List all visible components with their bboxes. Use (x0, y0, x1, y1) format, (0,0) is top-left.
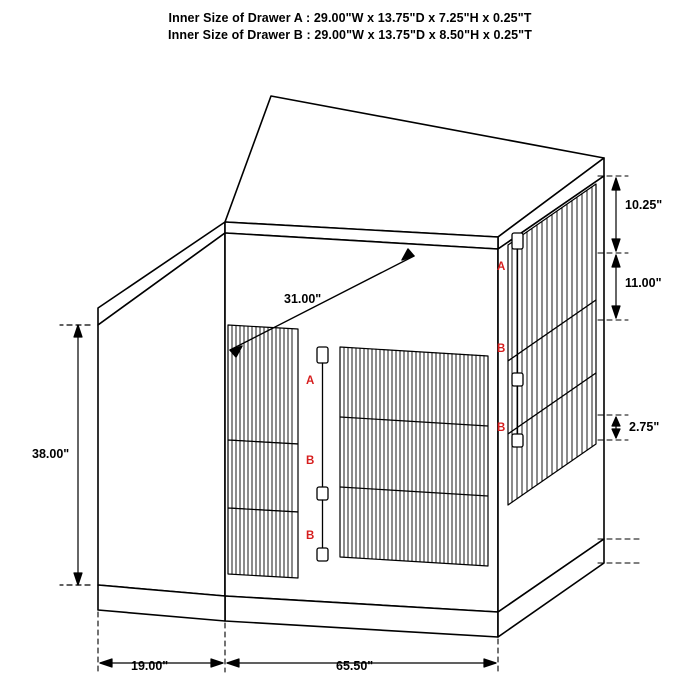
marker-right-drawer-b1: B (497, 343, 506, 355)
dim-right-275 (612, 417, 620, 438)
left-drawer-column (228, 325, 298, 578)
center-panel (340, 347, 488, 566)
label-right-275: 2.75" (629, 420, 660, 434)
dim-right-1100 (612, 255, 620, 318)
marker-left-drawer-b2: B (306, 530, 315, 542)
drawer-a-note: Inner Size of Drawer A : 29.00"W x 13.75"D x 7.25"H x 0.25"T (168, 11, 532, 25)
label-width-65: 65.50" (336, 659, 374, 673)
drawer-b-note: Inner Size of Drawer B : 29.00"W x 13.75"D x 8.50"H x 0.25"T (168, 28, 532, 42)
label-depth-31: 31.00" (284, 292, 322, 306)
dim-right-1025 (612, 178, 620, 251)
marker-right-drawer-b2: B (497, 422, 506, 434)
marker-right-drawer-a: A (497, 261, 506, 273)
marker-left-drawer-b1: B (306, 455, 315, 467)
label-height-38: 38.00" (32, 447, 70, 461)
left-side-panel (98, 233, 225, 596)
label-right-1100: 11.00" (625, 276, 662, 290)
label-width-19: 19.00" (131, 659, 169, 673)
marker-left-drawer-a: A (306, 375, 315, 387)
label-right-1025: 10.25" (625, 198, 663, 212)
